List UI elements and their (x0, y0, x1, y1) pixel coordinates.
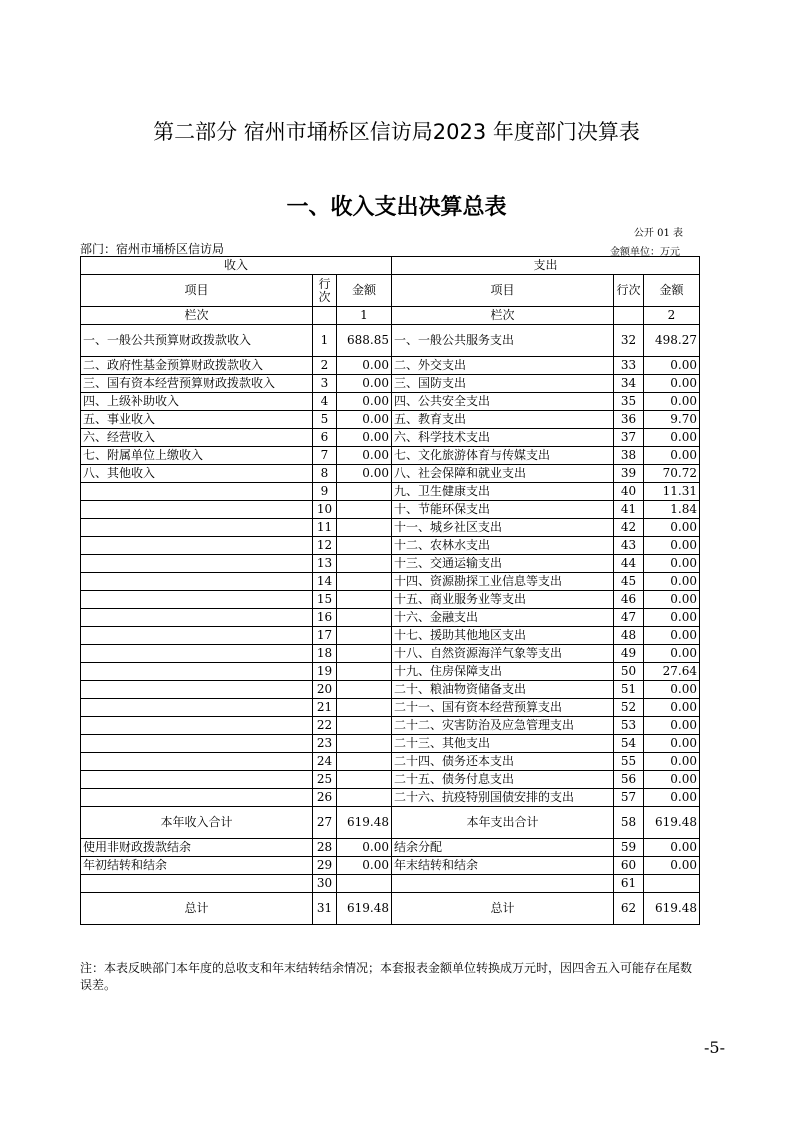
expense-amount: 0.00 (644, 645, 700, 663)
income-item (81, 699, 313, 717)
expense-row-number: 54 (614, 735, 644, 753)
income-amount (337, 519, 392, 537)
expense-row-number: 45 (614, 573, 644, 591)
table-row (81, 411, 700, 429)
income-amount-header: 金额 (337, 275, 392, 307)
income-item: 六、经营收入 (81, 429, 313, 447)
page-number: -5- (704, 1038, 725, 1057)
expense-item: 二、外交支出 (392, 357, 614, 375)
expense-item: 七、文化旅游体育与传媒支出 (392, 447, 614, 465)
income-amount (337, 537, 392, 555)
table-row (81, 717, 700, 735)
income-item (81, 735, 313, 753)
income-amount: 0.00 (337, 839, 392, 857)
income-amount (337, 645, 392, 663)
income-amount: 0.00 (337, 447, 392, 465)
expense-amount: 0.00 (644, 591, 700, 609)
table-row (81, 429, 700, 447)
expense-amount: 0.00 (644, 393, 700, 411)
income-amount: 619.48 (337, 807, 392, 839)
income-row-number: 9 (313, 483, 337, 501)
table-row (81, 663, 700, 681)
income-amount: 688.85 (337, 325, 392, 357)
income-row-number: 7 (313, 447, 337, 465)
expense-amount: 0.00 (644, 429, 700, 447)
unit-label: 金额单位：万元 (610, 247, 680, 258)
income-amount (337, 483, 392, 501)
income-item (81, 555, 313, 573)
expense-item: 结余分配 (392, 839, 614, 857)
income-item: 总计 (81, 893, 313, 925)
expense-amount: 0.00 (644, 735, 700, 753)
income-item (81, 519, 313, 537)
table-row (81, 555, 700, 573)
income-row-number: 4 (313, 393, 337, 411)
expense-amount (644, 875, 700, 893)
table-row (81, 325, 700, 357)
expense-item: 六、科学技术支出 (392, 429, 614, 447)
expense-rowno-header: 行次 (614, 275, 644, 307)
expense-item: 八、社会保障和就业支出 (392, 465, 614, 483)
expense-row-number: 48 (614, 627, 644, 645)
expense-amount: 70.72 (644, 465, 700, 483)
income-amount (337, 681, 392, 699)
table-row (81, 519, 700, 537)
income-row-number: 29 (313, 857, 337, 875)
income-row-number: 8 (313, 465, 337, 483)
expense-item (392, 875, 614, 893)
expense-amount: 1.84 (644, 501, 700, 519)
expense-amount: 0.00 (644, 753, 700, 771)
table-row (81, 699, 700, 717)
income-item-header: 项目 (81, 275, 313, 307)
expense-row-number: 34 (614, 375, 644, 393)
income-column-label: 栏次 (81, 307, 313, 325)
income-amount (337, 555, 392, 573)
expense-amount: 0.00 (644, 681, 700, 699)
income-amount (337, 627, 392, 645)
income-item (81, 875, 313, 893)
income-row-number: 1 (313, 325, 337, 357)
expense-row-number: 43 (614, 537, 644, 555)
income-amount (337, 789, 392, 807)
income-amount: 619.48 (337, 893, 392, 925)
income-item (81, 663, 313, 681)
expense-amount: 0.00 (644, 573, 700, 591)
expense-row-number: 60 (614, 857, 644, 875)
table-title: 一、收入支出决算总表 (286, 195, 507, 220)
income-row-number: 16 (313, 609, 337, 627)
expense-row-number: 55 (614, 753, 644, 771)
table-row (81, 839, 700, 857)
expense-item: 总计 (392, 893, 614, 925)
department-label: 部门：宿州市埇桥区信访局 (80, 242, 225, 256)
expense-item: 十、节能环保支出 (392, 501, 614, 519)
expense-row-number: 57 (614, 789, 644, 807)
expense-item: 十六、金融支出 (392, 609, 614, 627)
income-amount: 0.00 (337, 429, 392, 447)
expense-item: 四、公共安全支出 (392, 393, 614, 411)
expense-item: 本年支出合计 (392, 807, 614, 839)
income-amount (337, 663, 392, 681)
empty-cell (313, 307, 337, 325)
income-item (81, 789, 313, 807)
expense-item: 一、一般公共服务支出 (392, 325, 614, 357)
income-amount: 0.00 (337, 411, 392, 429)
expense-item-header: 项目 (392, 275, 614, 307)
expense-amount: 619.48 (644, 893, 700, 925)
expense-amount: 0.00 (644, 357, 700, 375)
income-item (81, 483, 313, 501)
expense-row-number: 41 (614, 501, 644, 519)
expense-row-number: 62 (614, 893, 644, 925)
expense-item: 二十六、抗疫特别国债安排的支出 (392, 789, 614, 807)
expense-row-number: 36 (614, 411, 644, 429)
income-amount (337, 501, 392, 519)
expense-amount: 0.00 (644, 857, 700, 875)
income-amount (337, 735, 392, 753)
income-item: 五、事业收入 (81, 411, 313, 429)
income-item (81, 591, 313, 609)
expense-item: 十四、资源勘探工业信息等支出 (392, 573, 614, 591)
income-amount (337, 753, 392, 771)
income-amount (337, 771, 392, 789)
table-row (81, 771, 700, 789)
income-row-number: 25 (313, 771, 337, 789)
table-row (81, 753, 700, 771)
expense-item: 二十、粮油物资储备支出 (392, 681, 614, 699)
table-row (81, 483, 700, 501)
expense-row-number: 40 (614, 483, 644, 501)
expense-item: 十三、交通运输支出 (392, 555, 614, 573)
expense-row-number: 52 (614, 699, 644, 717)
income-item (81, 717, 313, 735)
income-amount: 0.00 (337, 375, 392, 393)
expense-row-number: 38 (614, 447, 644, 465)
income-amount: 0.00 (337, 393, 392, 411)
expense-item: 十七、援助其他地区支出 (392, 627, 614, 645)
table-row (81, 375, 700, 393)
expense-row-number: 53 (614, 717, 644, 735)
income-item: 年初结转和结余 (81, 857, 313, 875)
expense-row-number: 51 (614, 681, 644, 699)
income-rowno-header: 行次 (313, 275, 337, 307)
income-row-number: 26 (313, 789, 337, 807)
income-row-number: 30 (313, 875, 337, 893)
expense-row-number: 58 (614, 807, 644, 839)
expense-item: 五、教育支出 (392, 411, 614, 429)
expense-column-number: 2 (644, 307, 700, 325)
income-amount (337, 591, 392, 609)
expense-amount: 11.31 (644, 483, 700, 501)
table-row (81, 501, 700, 519)
expense-item: 十九、住房保障支出 (392, 663, 614, 681)
income-row-number: 27 (313, 807, 337, 839)
table-row (81, 645, 700, 663)
expense-amount: 0.00 (644, 789, 700, 807)
expense-item: 九、卫生健康支出 (392, 483, 614, 501)
income-item: 一、一般公共预算财政拨款收入 (81, 325, 313, 357)
expense-row-number: 42 (614, 519, 644, 537)
income-amount (337, 875, 392, 893)
expense-item: 年末结转和结余 (392, 857, 614, 875)
income-row-number: 18 (313, 645, 337, 663)
income-row-number: 28 (313, 839, 337, 857)
expense-item: 十八、自然资源海洋气象等支出 (392, 645, 614, 663)
income-row-number: 13 (313, 555, 337, 573)
income-amount: 0.00 (337, 465, 392, 483)
expense-item: 十二、农林水支出 (392, 537, 614, 555)
expense-amount: 0.00 (644, 699, 700, 717)
expense-row-number: 47 (614, 609, 644, 627)
expense-amount: 0.00 (644, 627, 700, 645)
expense-amount: 619.48 (644, 807, 700, 839)
expense-row-number: 61 (614, 875, 644, 893)
income-row-number: 19 (313, 663, 337, 681)
expense-item: 二十三、其他支出 (392, 735, 614, 753)
expense-header: 支出 (392, 257, 700, 275)
income-amount (337, 699, 392, 717)
table-row (81, 807, 700, 839)
income-row-number: 12 (313, 537, 337, 555)
expense-column-label: 栏次 (392, 307, 614, 325)
table-row (81, 857, 700, 875)
income-row-number: 23 (313, 735, 337, 753)
income-item: 七、附属单位上缴收入 (81, 447, 313, 465)
table-row (81, 681, 700, 699)
income-item (81, 681, 313, 699)
expense-amount: 0.00 (644, 537, 700, 555)
expense-amount: 9.70 (644, 411, 700, 429)
income-row-number: 3 (313, 375, 337, 393)
income-item (81, 573, 313, 591)
expense-item: 三、国防支出 (392, 375, 614, 393)
income-item (81, 501, 313, 519)
expense-amount: 0.00 (644, 519, 700, 537)
table-row (81, 875, 700, 893)
income-row-number: 5 (313, 411, 337, 429)
table-row (81, 735, 700, 753)
expense-row-number: 59 (614, 839, 644, 857)
expense-amount: 0.00 (644, 609, 700, 627)
expense-amount: 0.00 (644, 717, 700, 735)
expense-row-number: 44 (614, 555, 644, 573)
footnote: 注：本表反映部门本年度的总收支和年末结转结余情况；本套报表金额单位转换成万元时，因四舍五入可能存在尾数误差。 (80, 961, 693, 992)
table-row (81, 357, 700, 375)
expense-item: 二十二、灾害防治及应急管理支出 (392, 717, 614, 735)
income-item: 使用非财政拨款结余 (81, 839, 313, 857)
expense-row-number: 46 (614, 591, 644, 609)
income-item: 二、政府性基金预算财政拨款收入 (81, 357, 313, 375)
expense-amount: 0.00 (644, 839, 700, 857)
expense-amount: 0.00 (644, 447, 700, 465)
income-row-number: 24 (313, 753, 337, 771)
expense-item: 二十一、国有资本经营预算支出 (392, 699, 614, 717)
income-item (81, 771, 313, 789)
table-row (81, 465, 700, 483)
income-item: 八、其他收入 (81, 465, 313, 483)
income-row-number: 15 (313, 591, 337, 609)
income-item (81, 753, 313, 771)
table-row (81, 893, 700, 925)
income-item (81, 537, 313, 555)
expense-amount: 498.27 (644, 325, 700, 357)
income-row-number: 11 (313, 519, 337, 537)
expense-amount: 0.00 (644, 555, 700, 573)
income-item (81, 609, 313, 627)
income-expense-table (80, 256, 700, 925)
table-row (81, 447, 700, 465)
expense-amount-header: 金额 (644, 275, 700, 307)
expense-item: 二十四、债务还本支出 (392, 753, 614, 771)
table-code: 公开 01 表 (633, 228, 683, 239)
expense-row-number: 56 (614, 771, 644, 789)
income-amount (337, 573, 392, 591)
income-row-number: 6 (313, 429, 337, 447)
income-item: 三、国有资本经营预算财政拨款收入 (81, 375, 313, 393)
empty-cell (614, 307, 644, 325)
income-row-number: 17 (313, 627, 337, 645)
income-item (81, 627, 313, 645)
table-row (81, 789, 700, 807)
income-row-number: 20 (313, 681, 337, 699)
expense-row-number: 32 (614, 325, 644, 357)
income-amount: 0.00 (337, 857, 392, 875)
income-row-number: 2 (313, 357, 337, 375)
income-item: 本年收入合计 (81, 807, 313, 839)
expense-row-number: 50 (614, 663, 644, 681)
expense-item: 十一、城乡社区支出 (392, 519, 614, 537)
expense-item: 十五、商业服务业等支出 (392, 591, 614, 609)
income-amount: 0.00 (337, 357, 392, 375)
table-row (81, 393, 700, 411)
income-row-number: 31 (313, 893, 337, 925)
table-row (81, 591, 700, 609)
expense-row-number: 49 (614, 645, 644, 663)
table-row (81, 573, 700, 591)
income-item (81, 645, 313, 663)
income-amount (337, 609, 392, 627)
expense-row-number: 33 (614, 357, 644, 375)
table-row (81, 627, 700, 645)
table-row (81, 609, 700, 627)
income-item: 四、上级补助收入 (81, 393, 313, 411)
expense-row-number: 37 (614, 429, 644, 447)
expense-row-number: 35 (614, 393, 644, 411)
page-title: 第二部分 宿州市埇桥区信访局2023 年度部门决算表 (153, 120, 640, 144)
expense-amount: 27.64 (644, 663, 700, 681)
income-header: 收入 (81, 257, 392, 275)
income-row-number: 21 (313, 699, 337, 717)
income-column-number: 1 (337, 307, 392, 325)
income-amount (337, 717, 392, 735)
income-row-number: 22 (313, 717, 337, 735)
income-row-number: 14 (313, 573, 337, 591)
expense-amount: 0.00 (644, 771, 700, 789)
table-row (81, 537, 700, 555)
expense-row-number: 39 (614, 465, 644, 483)
income-row-number: 10 (313, 501, 337, 519)
expense-amount: 0.00 (644, 375, 700, 393)
expense-item: 二十五、债务付息支出 (392, 771, 614, 789)
